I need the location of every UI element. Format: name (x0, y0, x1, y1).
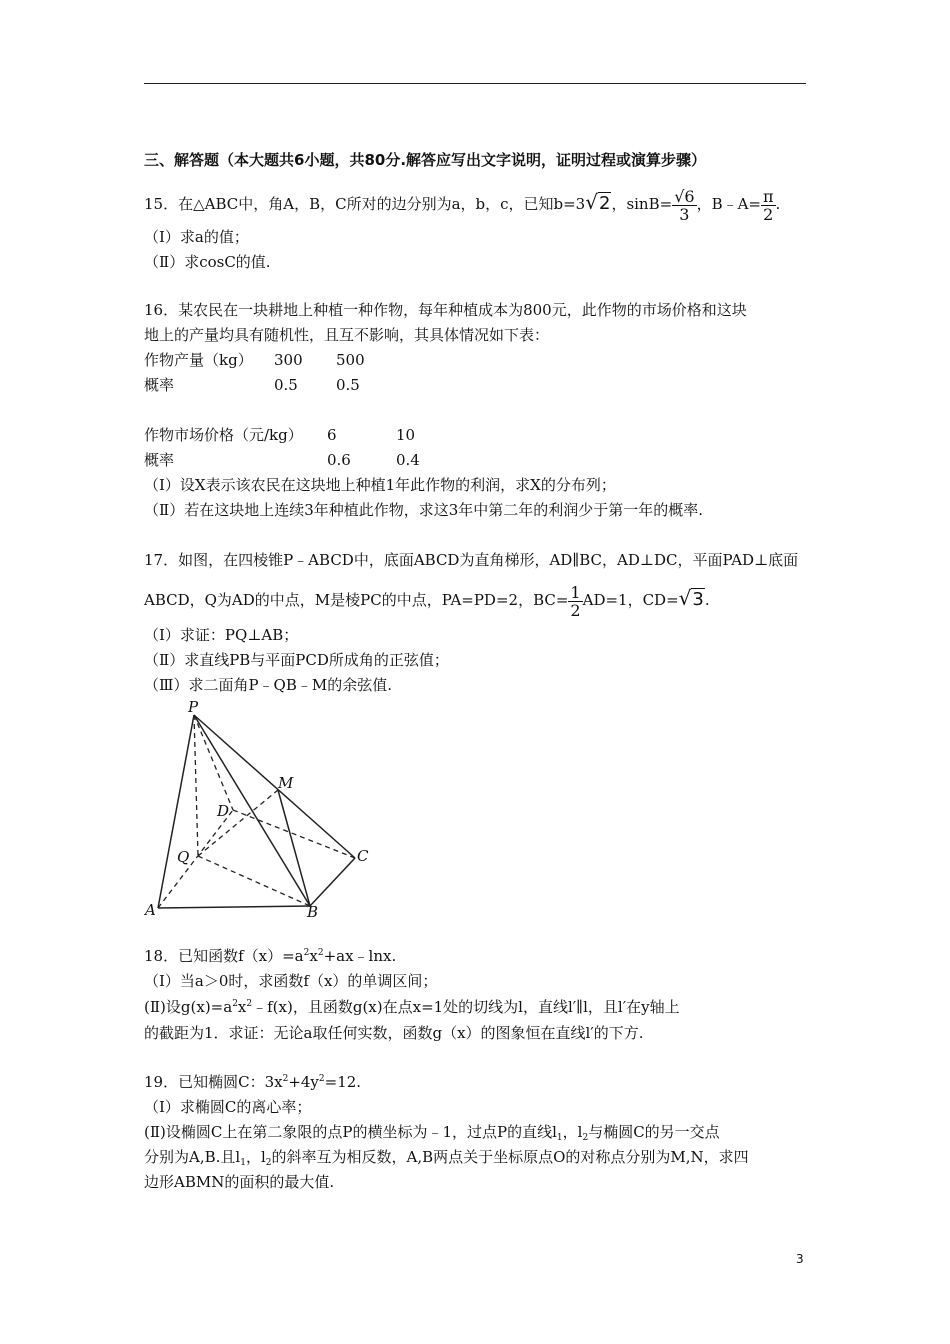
sqrt-3: √3 (678, 586, 704, 610)
q16-line1: 16．某农民在一块耕地上种植一种作物，每年种植成本为800元，此作物的市场价格和这块 (144, 301, 747, 319)
q15-statement: 15．在△ABC中，角A，B，C所对的边分别为a，b，c，已知b=3√2，sinB= $\frac{√6}{3}$ ，B﹣A= $\frac{\pi}{2}$ . (144, 182, 780, 222)
q19-part2: (Ⅱ)设椭圆C上在第二象限的点P的横坐标为﹣1，过点P的直线$l_1$，$l_2$与椭圆C的另一交点 (144, 1123, 720, 1143)
q18-part1: （Ⅰ）当a＞0时，求函数f（x）的单调区间； (144, 972, 438, 990)
sqrt-2: √2 (585, 190, 611, 214)
q19-part1: （Ⅰ）求椭圆C的离心率； (144, 1098, 312, 1116)
q18-part2-cont: 的截距为1．求证：无论a取任何实数，函数g（x）的图象恒在直线l′的下方. (144, 1024, 644, 1042)
page-number: 3 (796, 1252, 804, 1266)
table1-yield-300: 300 (274, 351, 303, 369)
edge-QB (198, 856, 310, 906)
edge-QM (198, 790, 278, 856)
q19-line1: 19．已知椭圆C：$3x^2+4y^2=12$. (144, 1073, 362, 1091)
label-P: P (188, 698, 199, 716)
label-Q: Q (177, 848, 190, 866)
label-C: C (357, 847, 369, 865)
q19-part2-end: 边形ABMN的面积的最大值. (144, 1173, 335, 1191)
q17-part3: （Ⅲ）求二面角P﹣QB﹣M的余弦值. (144, 676, 393, 694)
table1-prob-1: 0.5 (274, 376, 298, 394)
edge-BC (310, 858, 355, 906)
table2-prob-1: 0.6 (327, 451, 351, 469)
q17-line1: 17．如图，在四棱锥P﹣ABCD中，底面ABCD为直角梯形，AD∥BC，AD⊥DC，平面PAD⊥底面 (144, 551, 799, 569)
pyramid-figure (144, 698, 384, 923)
table2-price-6: 6 (327, 426, 337, 444)
label-B: B (307, 903, 319, 921)
table2-prob-2: 0.4 (396, 451, 420, 469)
edge-PB (194, 715, 310, 906)
q15-part2: （Ⅱ）求cosC的值. (144, 253, 271, 271)
q17-part1: （Ⅰ）求证：PQ⊥AB； (144, 626, 299, 644)
fraction-1-over-2: $\frac{1}{2}$ (570, 582, 581, 620)
q18-line1: 18．已知函数$f(x)=a^2x^2+ax﹣\ln x$. (144, 947, 397, 965)
q17-part2: （Ⅱ）求直线PB与平面PCD所成角的正弦值； (144, 651, 449, 669)
table1-label-yield: 作物产量（kg） (144, 351, 253, 369)
edge-AB (158, 906, 310, 908)
edge-PC (194, 715, 355, 858)
header-rule (144, 83, 806, 84)
table1-yield-500: 500 (336, 351, 365, 369)
section-title: 三、解答题（本大题共6小题，共80分.解答应写出文字说明，证明过程或演算步骤） (144, 151, 707, 169)
q16-line2: 地上的产量均具有随机性，且互不影响，其具体情况如下表： (144, 326, 550, 344)
q19-part2-cont: 分别为A,B.且$l_1$，$l_2$的斜率互为相反数，A,B两点关于坐标原点O的对称点分别为M,N，求四 (144, 1148, 749, 1168)
table2-label-price: 作物市场价格（元/kg） (144, 426, 303, 444)
edge-PD (194, 715, 233, 810)
table1-label-prob: 概率 (144, 376, 175, 394)
fraction-pi-over-2: $\frac{\pi}{2}$ (763, 186, 774, 224)
table2-label-prob: 概率 (144, 451, 175, 469)
fraction-sqrt6-over-3: $\frac{√6}{3}$ (674, 186, 695, 224)
edge-PQ (194, 715, 198, 856)
q18-part2: (Ⅱ)设$g(x)=a^2x^2﹣f(x)$，且函数g(x)在点x=1处的切线为l，直线l′∥l，且l′在y轴上 (144, 998, 680, 1016)
q15-part1: （I）求a的值； (144, 228, 249, 246)
edge-MB (278, 790, 310, 906)
label-M: M (278, 774, 294, 792)
q16-part1: （Ⅰ）设X表示该农民在这块地上种植1年此作物的利润，求X的分布列； (144, 476, 616, 494)
table1-prob-2: 0.5 (336, 376, 360, 394)
q17-line2: ABCD，Q为AD的中点，M是棱PC的中点，PA=PD=2，BC= $\frac{1}{2}$ AD=1，CD=√3. (144, 578, 710, 618)
edge-AD (158, 810, 233, 908)
edge-PA (158, 715, 194, 908)
label-D: D (217, 802, 230, 820)
label-A: A (145, 901, 156, 919)
q16-part2: （Ⅱ）若在这块地上连续3年种植此作物，求这3年中第二年的利润少于第一年的概率. (144, 501, 704, 519)
table2-price-10: 10 (396, 426, 416, 444)
